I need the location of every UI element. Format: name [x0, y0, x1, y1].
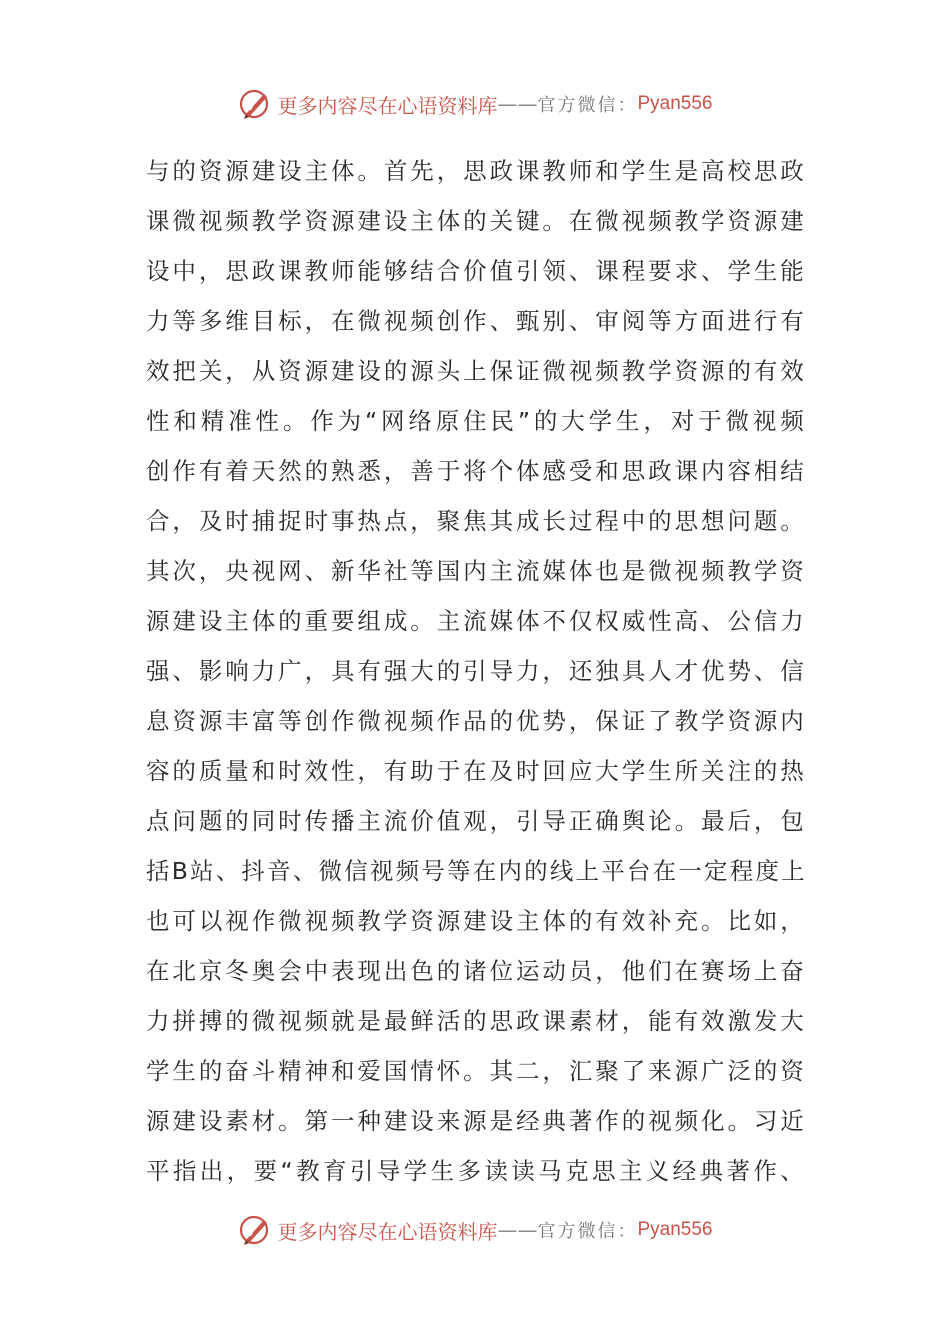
- footer-banner: [0, 1210, 950, 1250]
- body-line: 强、影响力广，具有强大的引导力，还独具人才优势、信: [146, 657, 806, 685]
- body-line: 平指出，要“教育引导学生多读读马克思主义经典著作、: [146, 1157, 806, 1185]
- document-body: [146, 146, 806, 1196]
- header-wechat-id: Pyan556: [637, 93, 713, 114]
- body-line: 学生的奋斗精神和爱国情怀。其二，汇聚了来源广泛的资: [146, 1057, 806, 1085]
- body-line: 其次，央视网、新华社等国内主流媒体也是微视频教学资: [146, 557, 806, 585]
- body-line: 也可以视作微视频教学资源建设主体的有效补充。比如，: [146, 907, 806, 935]
- footer-site-text: 更多内容尽在心语资料库: [277, 1219, 498, 1244]
- body-line: 与的资源建设主体。首先，思政课教师和学生是高校思政: [146, 157, 806, 185]
- pen-logo-icon: [237, 1212, 273, 1248]
- body-line: 力拼搏的微视频就是最鲜活的思政课素材，能有效激发大: [146, 1007, 806, 1035]
- header-wechat-label: 官方微信：: [537, 95, 638, 116]
- body-line: 源建设素材。第一种建设来源是经典著作的视频化。习近: [146, 1107, 806, 1135]
- body-line: 课微视频教学资源建设主体的关键。在微视频教学资源建: [146, 207, 806, 235]
- body-line: 效把关，从资源建设的源头上保证微视频教学资源的有效: [146, 357, 806, 385]
- body-line: 括B站、抖音、微信视频号等在内的线上平台在一定程度上: [146, 857, 807, 885]
- header-site-text: 更多内容尽在心语资料库: [277, 93, 498, 118]
- body-line: 在北京冬奥会中表现出色的诸位运动员，他们在赛场上奋: [146, 957, 806, 985]
- body-line: 源建设主体的重要组成。主流媒体不仅权威性高、公信力: [146, 607, 806, 635]
- footer-wechat-id: Pyan556: [637, 1219, 713, 1240]
- body-line: 容的质量和时效性，有助于在及时回应大学生所关注的热: [146, 757, 806, 785]
- body-line: 息资源丰富等创作微视频作品的优势，保证了教学资源内: [146, 707, 806, 735]
- body-line: 力等多维目标，在微视频创作、甄别、审阅等方面进行有: [146, 307, 806, 335]
- body-line: 点问题的同时传播主流价值观，引导正确舆论。最后，包: [146, 807, 806, 835]
- body-line: 创作有着天然的熟悉，善于将个体感受和思政课内容相结: [146, 457, 806, 485]
- header-banner: [0, 84, 950, 124]
- body-line: 合，及时捕捉时事热点，聚焦其成长过程中的思想问题。: [146, 507, 806, 535]
- body-line: 设中，思政课教师能够结合价值引领、课程要求、学生能: [146, 257, 806, 285]
- body-line: 性和精准性。作为“网络原住民”的大学生，对于微视频: [146, 407, 806, 435]
- footer-wechat-label: 官方微信：: [537, 1221, 638, 1242]
- footer-dash: ——: [497, 1218, 538, 1242]
- pen-logo-icon: [237, 86, 273, 122]
- header-dash: ——: [497, 92, 538, 116]
